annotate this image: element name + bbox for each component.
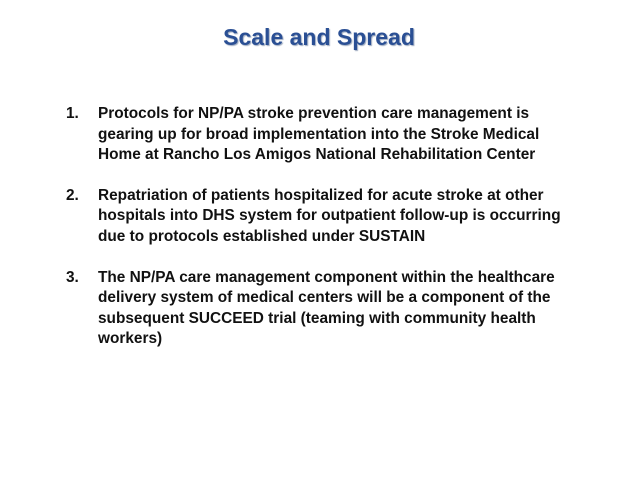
slide-title: Scale and Spread xyxy=(223,24,415,50)
numbered-list xyxy=(66,104,576,370)
list-item-number: 3. xyxy=(66,268,79,286)
list-item-number: 2. xyxy=(66,186,79,204)
list-item-text: The NP/PA care management component within the healthcare delivery system of medical centers will be a component of the subsequent SUCCEED trial (teaming with community health workers) xyxy=(98,268,555,348)
list-item xyxy=(66,104,576,166)
list-item-text: Protocols for NP/PA stroke prevention care management is gearing up for broad implementation into the Stroke Medical Home at Rancho Los Amigos National Rehabilitation Center xyxy=(98,105,540,164)
list-item xyxy=(66,186,576,248)
list-item-number: 1. xyxy=(66,105,79,122)
list-item xyxy=(66,268,576,350)
list-item-text: Repatriation of patients hospitalized for acute stroke at other hospitals into DHS system for outpatient follow-up is occurring due to protocols established under SUSTAIN xyxy=(98,186,561,245)
